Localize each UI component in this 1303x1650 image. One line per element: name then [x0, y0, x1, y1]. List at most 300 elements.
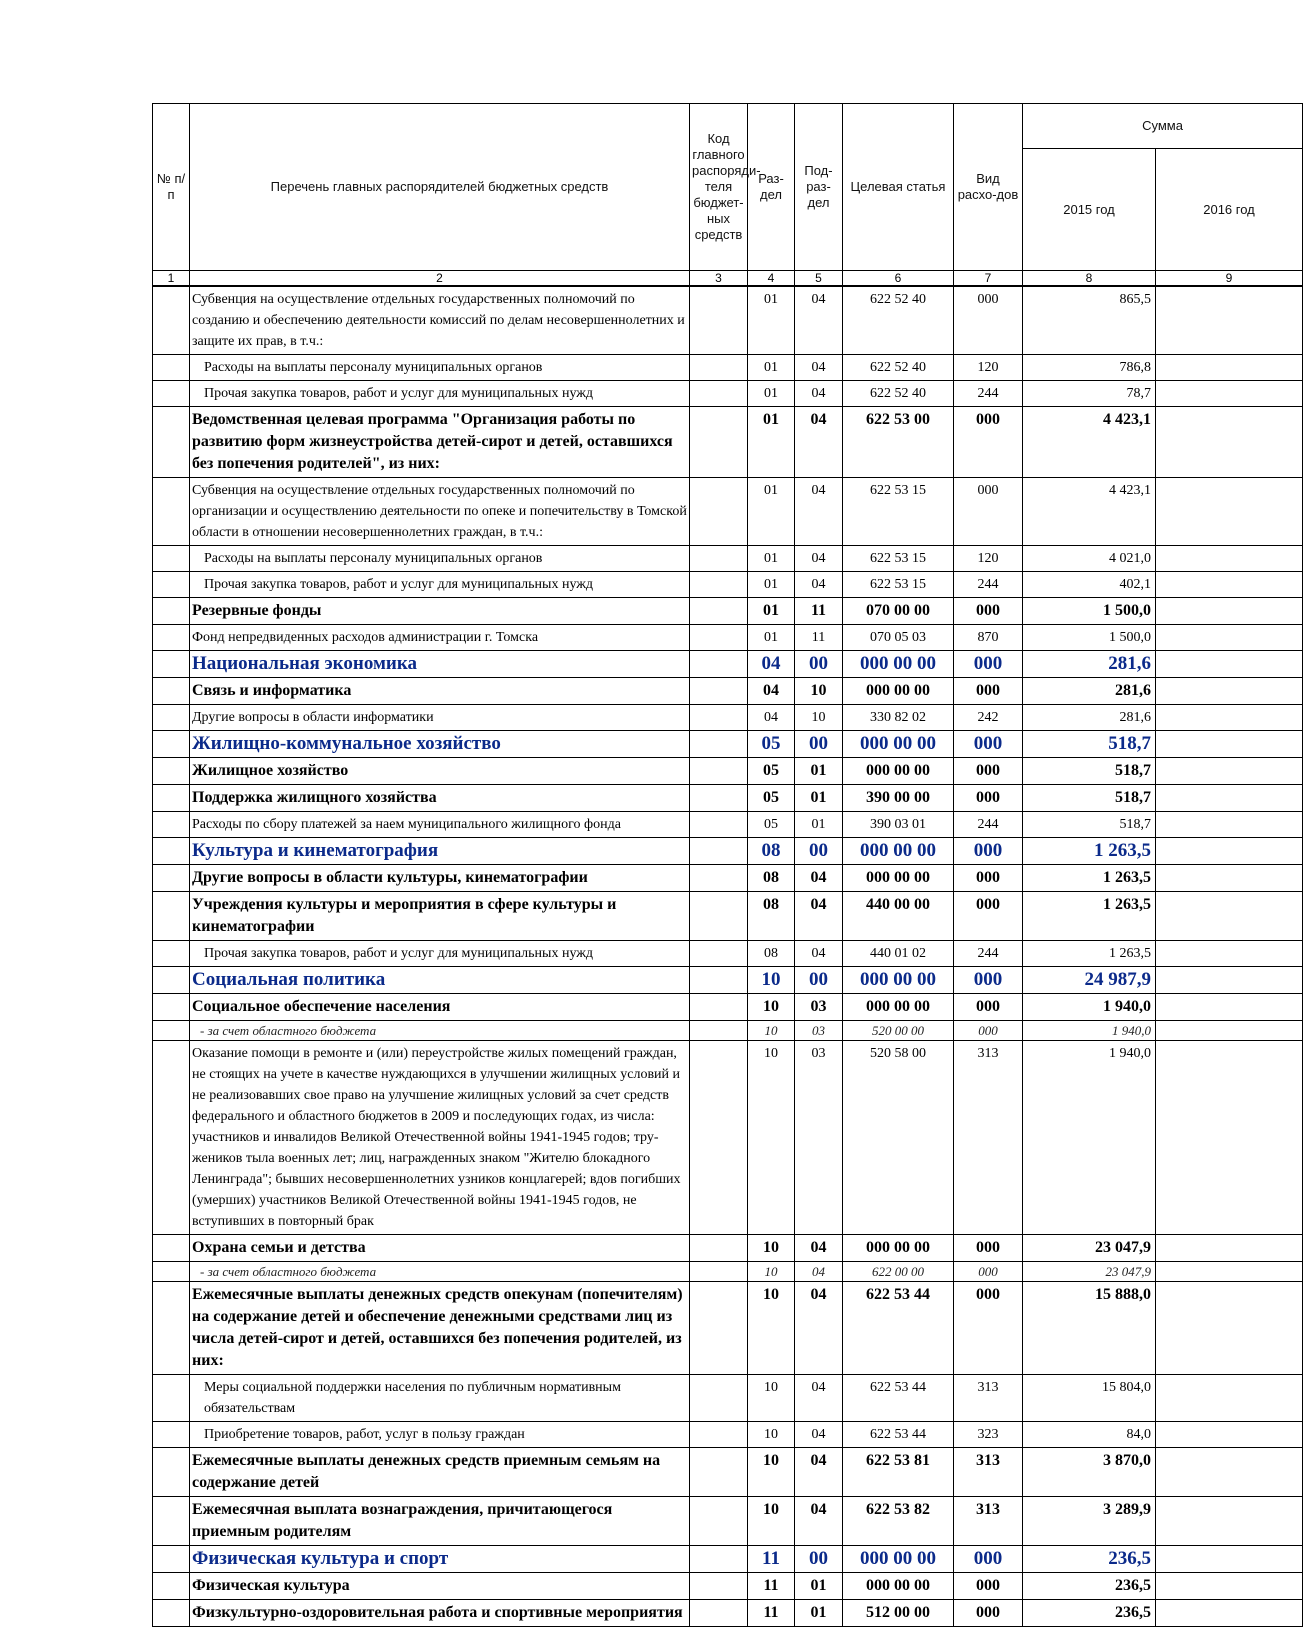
row-code-cell [690, 731, 748, 758]
row-sum-2016 [1156, 941, 1303, 967]
row-number-cell [153, 546, 190, 572]
row-sum-2016 [1156, 407, 1303, 478]
row-code-cell [690, 381, 748, 407]
row-number-cell [153, 678, 190, 705]
row-podrazdel: 04 [795, 1422, 843, 1448]
row-podrazdel: 11 [795, 625, 843, 651]
row-sum-2016 [1156, 1041, 1303, 1235]
header-vid: Вид расхо-дов [954, 104, 1023, 271]
row-number-cell [153, 1021, 190, 1041]
row-sum-2016 [1156, 678, 1303, 705]
table-row [153, 785, 1303, 812]
row-celevaya: 622 52 40 [843, 381, 954, 407]
row-number-cell [153, 1375, 190, 1422]
row-vid: 000 [954, 865, 1023, 892]
row-sum-2015: 1 500,0 [1023, 598, 1156, 625]
row-razdel: 05 [748, 758, 795, 785]
row-sum-2016 [1156, 758, 1303, 785]
row-podrazdel: 00 [795, 838, 843, 865]
row-name: Жилищно-коммунальное хозяйство [190, 731, 690, 758]
row-code-cell [690, 651, 748, 678]
table-row [153, 546, 1303, 572]
row-celevaya: 622 52 40 [843, 355, 954, 381]
row-code-cell [690, 1546, 748, 1573]
row-sum-2015: 84,0 [1023, 1422, 1156, 1448]
row-podrazdel: 11 [795, 598, 843, 625]
row-celevaya: 000 00 00 [843, 678, 954, 705]
row-celevaya: 000 00 00 [843, 651, 954, 678]
row-code-cell [690, 1375, 748, 1422]
row-sum-2016 [1156, 572, 1303, 598]
row-sum-2015: 281,6 [1023, 705, 1156, 731]
row-razdel: 01 [748, 286, 795, 355]
row-celevaya: 390 00 00 [843, 785, 954, 812]
column-number: 4 [748, 271, 795, 287]
column-number: 9 [1156, 271, 1303, 287]
row-razdel: 08 [748, 838, 795, 865]
row-name: Поддержка жилищного хозяйства [190, 785, 690, 812]
row-sum-2015: 236,5 [1023, 1600, 1156, 1627]
row-razdel: 10 [748, 1262, 795, 1282]
row-sum-2016 [1156, 1497, 1303, 1546]
header-summa: Сумма [1023, 104, 1303, 149]
row-name: Приобретение товаров, работ, услуг в пользу граждан [190, 1422, 690, 1448]
row-number-cell [153, 572, 190, 598]
row-vid: 000 [954, 598, 1023, 625]
row-celevaya: 512 00 00 [843, 1600, 954, 1627]
row-podrazdel: 01 [795, 1573, 843, 1600]
row-razdel: 10 [748, 994, 795, 1021]
row-name: - за счет областного бюджета [190, 1262, 690, 1282]
row-celevaya: 440 01 02 [843, 941, 954, 967]
row-vid: 000 [954, 1573, 1023, 1600]
row-podrazdel: 01 [795, 1600, 843, 1627]
table-row [153, 758, 1303, 785]
row-vid: 244 [954, 812, 1023, 838]
row-number-cell [153, 758, 190, 785]
row-number-cell [153, 812, 190, 838]
row-sum-2015: 4 423,1 [1023, 407, 1156, 478]
row-razdel: 01 [748, 355, 795, 381]
row-vid: 000 [954, 651, 1023, 678]
row-number-cell [153, 941, 190, 967]
row-razdel: 04 [748, 651, 795, 678]
row-razdel: 05 [748, 812, 795, 838]
table-row [153, 1448, 1303, 1497]
table-row [153, 1375, 1303, 1422]
table-row [153, 865, 1303, 892]
row-number-cell [153, 731, 190, 758]
column-number: 7 [954, 271, 1023, 287]
row-sum-2015: 23 047,9 [1023, 1262, 1156, 1282]
row-sum-2015: 236,5 [1023, 1546, 1156, 1573]
row-razdel: 01 [748, 598, 795, 625]
table-row [153, 598, 1303, 625]
row-vid: 000 [954, 478, 1023, 546]
row-celevaya: 070 00 00 [843, 598, 954, 625]
row-vid: 000 [954, 892, 1023, 941]
column-number: 6 [843, 271, 954, 287]
header-name: Перечень главных распорядителей бюджетных средств [190, 104, 690, 271]
row-razdel: 10 [748, 1497, 795, 1546]
budget-table-page [152, 103, 1275, 1650]
row-name: Оказание помощи в ремонте и (или) переустройстве жилых помещений граждан, не стоящих на учете в качестве нуждающихся в улучшении жилищных условий и не реализовавших свое право на улучшение жилищных условий за счет средств федерального и областного бюджетов в 2009 и последующих годах, из числа: участников и инвалидов Великой Отечественной войны 1941-1945 годов; тру-жеников тыла военных лет; лиц, награжденных знаком "Жителю блокадного Ленинграда"; бывших несовершеннолетних узников концлагерей; вдов погибших (умерших) участников Великой Отечественной войны 1941-1945 годов, не вступивших в повторный брак [190, 1041, 690, 1235]
row-code-cell [690, 1021, 748, 1041]
row-name: Другие вопросы в области информатики [190, 705, 690, 731]
row-vid: 000 [954, 731, 1023, 758]
row-number-cell [153, 1600, 190, 1627]
row-podrazdel: 10 [795, 678, 843, 705]
table-row [153, 1422, 1303, 1448]
row-number-cell [153, 1546, 190, 1573]
row-name: Учреждения культуры и мероприятия в сфере культуры и кинематографии [190, 892, 690, 941]
row-sum-2016 [1156, 286, 1303, 355]
row-celevaya: 622 52 40 [843, 286, 954, 355]
row-number-cell [153, 1497, 190, 1546]
table-row [153, 731, 1303, 758]
row-sum-2015: 281,6 [1023, 678, 1156, 705]
row-sum-2015: 518,7 [1023, 785, 1156, 812]
table-row [153, 892, 1303, 941]
row-podrazdel: 00 [795, 967, 843, 994]
row-celevaya: 622 53 81 [843, 1448, 954, 1497]
row-celevaya: 622 53 15 [843, 546, 954, 572]
row-podrazdel: 04 [795, 1448, 843, 1497]
row-podrazdel: 04 [795, 546, 843, 572]
column-number: 5 [795, 271, 843, 287]
row-sum-2016 [1156, 1422, 1303, 1448]
table-row [153, 1235, 1303, 1262]
row-name: Культура и кинематография [190, 838, 690, 865]
row-celevaya: 000 00 00 [843, 1546, 954, 1573]
row-number-cell [153, 478, 190, 546]
row-name: Прочая закупка товаров, работ и услуг для муниципальных нужд [190, 941, 690, 967]
row-name: Прочая закупка товаров, работ и услуг для муниципальных нужд [190, 381, 690, 407]
row-name: Другие вопросы в области культуры, кинематографии [190, 865, 690, 892]
row-sum-2015: 281,6 [1023, 651, 1156, 678]
row-code-cell [690, 1282, 748, 1375]
row-razdel: 10 [748, 967, 795, 994]
row-sum-2016 [1156, 478, 1303, 546]
row-vid: 000 [954, 1600, 1023, 1627]
row-sum-2016 [1156, 785, 1303, 812]
row-code-cell [690, 967, 748, 994]
row-sum-2016 [1156, 731, 1303, 758]
row-razdel: 10 [748, 1375, 795, 1422]
row-sum-2016 [1156, 838, 1303, 865]
column-number: 1 [153, 271, 190, 287]
budget-table [152, 103, 1303, 1627]
row-number-cell [153, 355, 190, 381]
row-vid: 000 [954, 1021, 1023, 1041]
row-sum-2016 [1156, 1282, 1303, 1375]
row-celevaya: 622 53 44 [843, 1375, 954, 1422]
row-celevaya: 520 58 00 [843, 1041, 954, 1235]
row-number-cell [153, 1235, 190, 1262]
row-sum-2015: 1 500,0 [1023, 625, 1156, 651]
table-row [153, 1573, 1303, 1600]
row-name: Физическая культура [190, 1573, 690, 1600]
row-sum-2015: 518,7 [1023, 731, 1156, 758]
row-podrazdel: 04 [795, 286, 843, 355]
row-vid: 313 [954, 1497, 1023, 1546]
row-vid: 000 [954, 967, 1023, 994]
row-sum-2015: 1 263,5 [1023, 892, 1156, 941]
row-sum-2015: 3 870,0 [1023, 1448, 1156, 1497]
row-podrazdel: 04 [795, 865, 843, 892]
row-name: Физкультурно-оздоровительная работа и спортивные мероприятия [190, 1600, 690, 1627]
row-razdel: 04 [748, 678, 795, 705]
row-sum-2015: 24 987,9 [1023, 967, 1156, 994]
row-sum-2015: 1 263,5 [1023, 838, 1156, 865]
row-celevaya: 070 05 03 [843, 625, 954, 651]
row-sum-2016 [1156, 1448, 1303, 1497]
row-podrazdel: 10 [795, 705, 843, 731]
row-sum-2015: 1 263,5 [1023, 941, 1156, 967]
row-sum-2016 [1156, 1262, 1303, 1282]
row-number-cell [153, 1422, 190, 1448]
row-sum-2016 [1156, 812, 1303, 838]
row-sum-2016 [1156, 625, 1303, 651]
table-row [153, 705, 1303, 731]
row-sum-2016 [1156, 546, 1303, 572]
row-name: Субвенция на осуществление отдельных государственных полномочий по созданию и обеспечению деятельности комиссий по делам несовершеннолетних и защите их прав, в т.ч.: [190, 286, 690, 355]
row-sum-2015: 786,8 [1023, 355, 1156, 381]
row-number-cell [153, 1448, 190, 1497]
row-celevaya: 440 00 00 [843, 892, 954, 941]
row-code-cell [690, 705, 748, 731]
row-sum-2016 [1156, 865, 1303, 892]
row-podrazdel: 04 [795, 1262, 843, 1282]
row-name: Ежемесячные выплаты денежных средств приемным семьям на содержание детей [190, 1448, 690, 1497]
row-podrazdel: 04 [795, 407, 843, 478]
row-podrazdel: 03 [795, 1021, 843, 1041]
row-razdel: 05 [748, 785, 795, 812]
row-code-cell [690, 838, 748, 865]
row-celevaya: 622 53 82 [843, 1497, 954, 1546]
row-sum-2016 [1156, 598, 1303, 625]
header-num: № п/п [153, 104, 190, 271]
row-name: Прочая закупка товаров, работ и услуг для муниципальных нужд [190, 572, 690, 598]
header-celevaya: Целевая статья [843, 104, 954, 271]
row-number-cell [153, 892, 190, 941]
row-sum-2016 [1156, 967, 1303, 994]
table-row [153, 572, 1303, 598]
row-sum-2016 [1156, 892, 1303, 941]
row-name: Социальная политика [190, 967, 690, 994]
row-number-cell [153, 838, 190, 865]
table-row [153, 1262, 1303, 1282]
row-razdel: 01 [748, 625, 795, 651]
row-code-cell [690, 407, 748, 478]
row-razdel: 08 [748, 865, 795, 892]
row-vid: 000 [954, 838, 1023, 865]
row-razdel: 11 [748, 1600, 795, 1627]
row-razdel: 10 [748, 1282, 795, 1375]
row-podrazdel: 04 [795, 572, 843, 598]
row-vid: 000 [954, 785, 1023, 812]
row-sum-2015: 23 047,9 [1023, 1235, 1156, 1262]
header-code: Код главного распоряди-теля бюджет-ных средств [690, 104, 748, 271]
row-number-cell [153, 598, 190, 625]
row-code-cell [690, 572, 748, 598]
row-name: Расходы по сбору платежей за наем муниципального жилищного фонда [190, 812, 690, 838]
table-row [153, 651, 1303, 678]
row-razdel: 01 [748, 381, 795, 407]
row-name: Меры социальной поддержки населения по публичным нормативным обязательствам [190, 1375, 690, 1422]
row-sum-2015: 15 804,0 [1023, 1375, 1156, 1422]
header-year-2015: 2015 год [1023, 149, 1156, 271]
table-row [153, 967, 1303, 994]
row-celevaya: 000 00 00 [843, 1235, 954, 1262]
row-vid: 120 [954, 355, 1023, 381]
row-razdel: 01 [748, 478, 795, 546]
row-code-cell [690, 941, 748, 967]
row-razdel: 04 [748, 705, 795, 731]
row-name: Расходы на выплаты персоналу муниципальных органов [190, 546, 690, 572]
row-razdel: 11 [748, 1546, 795, 1573]
row-podrazdel: 01 [795, 812, 843, 838]
column-number: 3 [690, 271, 748, 287]
row-code-cell [690, 892, 748, 941]
row-podrazdel: 03 [795, 1041, 843, 1235]
row-celevaya: 622 53 15 [843, 478, 954, 546]
row-celevaya: 622 53 15 [843, 572, 954, 598]
row-code-cell [690, 678, 748, 705]
row-number-cell [153, 381, 190, 407]
row-number-cell [153, 1262, 190, 1282]
row-sum-2015: 1 940,0 [1023, 994, 1156, 1021]
row-name: Резервные фонды [190, 598, 690, 625]
row-podrazdel: 04 [795, 355, 843, 381]
row-vid: 313 [954, 1375, 1023, 1422]
row-name: Фонд непредвиденных расходов администрации г. Томска [190, 625, 690, 651]
row-code-cell [690, 865, 748, 892]
row-celevaya: 000 00 00 [843, 838, 954, 865]
row-celevaya: 390 03 01 [843, 812, 954, 838]
row-podrazdel: 00 [795, 651, 843, 678]
row-podrazdel: 04 [795, 1235, 843, 1262]
row-podrazdel: 04 [795, 1282, 843, 1375]
row-razdel: 10 [748, 1422, 795, 1448]
header-razdel: Раз-дел [748, 104, 795, 271]
row-code-cell [690, 286, 748, 355]
row-celevaya: 000 00 00 [843, 731, 954, 758]
row-number-cell [153, 625, 190, 651]
row-sum-2015: 865,5 [1023, 286, 1156, 355]
row-name: Субвенция на осуществление отдельных государственных полномочий по организации и осуществлению деятельности по опеке и попечительству в Томской области в отношении несовершеннолетних граждан, в т.ч.: [190, 478, 690, 546]
row-code-cell [690, 785, 748, 812]
row-podrazdel: 03 [795, 994, 843, 1021]
row-celevaya: 000 00 00 [843, 994, 954, 1021]
row-name: Жилищное хозяйство [190, 758, 690, 785]
row-code-cell [690, 1600, 748, 1627]
table-row [153, 941, 1303, 967]
row-celevaya: 622 00 00 [843, 1262, 954, 1282]
row-razdel: 10 [748, 1448, 795, 1497]
row-podrazdel: 00 [795, 1546, 843, 1573]
table-row [153, 838, 1303, 865]
row-sum-2016 [1156, 355, 1303, 381]
row-vid: 242 [954, 705, 1023, 731]
row-sum-2016 [1156, 994, 1303, 1021]
row-razdel: 11 [748, 1573, 795, 1600]
row-podrazdel: 04 [795, 892, 843, 941]
row-name: Ежемесячная выплата вознаграждения, причитающегося приемным родителям [190, 1497, 690, 1546]
row-podrazdel: 01 [795, 758, 843, 785]
row-name: Ведомственная целевая программа "Организация работы по развитию форм жизнеустройства детей-сирот и детей, оставшихся без попечения родителей", из них: [190, 407, 690, 478]
row-sum-2016 [1156, 1375, 1303, 1422]
row-vid: 000 [954, 1235, 1023, 1262]
table-row [153, 1600, 1303, 1627]
row-sum-2015: 4 021,0 [1023, 546, 1156, 572]
row-code-cell [690, 812, 748, 838]
row-sum-2016 [1156, 1573, 1303, 1600]
row-celevaya: 000 00 00 [843, 1573, 954, 1600]
row-podrazdel: 00 [795, 731, 843, 758]
row-number-cell [153, 994, 190, 1021]
table-row [153, 1546, 1303, 1573]
row-razdel: 08 [748, 892, 795, 941]
table-row [153, 678, 1303, 705]
row-razdel: 01 [748, 546, 795, 572]
row-celevaya: 622 53 44 [843, 1422, 954, 1448]
row-code-cell [690, 1262, 748, 1282]
row-code-cell [690, 625, 748, 651]
row-celevaya: 622 53 00 [843, 407, 954, 478]
row-code-cell [690, 1041, 748, 1235]
row-name: Охрана семьи и детства [190, 1235, 690, 1262]
row-code-cell [690, 1497, 748, 1546]
row-code-cell [690, 598, 748, 625]
row-podrazdel: 04 [795, 1375, 843, 1422]
row-number-cell [153, 1573, 190, 1600]
row-sum-2016 [1156, 1235, 1303, 1262]
row-podrazdel: 04 [795, 941, 843, 967]
row-celevaya: 000 00 00 [843, 967, 954, 994]
row-name: Ежемесячные выплаты денежных средств опекунам (попечителям) на содержание детей и обеспечение денежными средствами лиц из числа детей-сирот и детей, оставшихся без попечения родителей, из них: [190, 1282, 690, 1375]
row-name: Национальная экономика [190, 651, 690, 678]
row-number-cell [153, 286, 190, 355]
row-podrazdel: 04 [795, 1497, 843, 1546]
row-razdel: 10 [748, 1235, 795, 1262]
row-sum-2016 [1156, 1021, 1303, 1041]
table-row [153, 478, 1303, 546]
row-celevaya: 622 53 44 [843, 1282, 954, 1375]
row-name: Социальное обеспечение населения [190, 994, 690, 1021]
row-sum-2016 [1156, 705, 1303, 731]
row-sum-2015: 78,7 [1023, 381, 1156, 407]
column-number: 2 [190, 271, 690, 287]
row-celevaya: 000 00 00 [843, 865, 954, 892]
row-razdel: 10 [748, 1041, 795, 1235]
row-sum-2015: 518,7 [1023, 812, 1156, 838]
row-celevaya: 330 82 02 [843, 705, 954, 731]
row-razdel: 01 [748, 572, 795, 598]
row-sum-2015: 15 888,0 [1023, 1282, 1156, 1375]
row-celevaya: 000 00 00 [843, 758, 954, 785]
row-podrazdel: 04 [795, 381, 843, 407]
row-vid: 000 [954, 678, 1023, 705]
row-number-cell [153, 651, 190, 678]
table-row [153, 1282, 1303, 1375]
row-code-cell [690, 546, 748, 572]
row-name: Связь и информатика [190, 678, 690, 705]
row-sum-2015: 1 940,0 [1023, 1041, 1156, 1235]
table-row [153, 381, 1303, 407]
table-row [153, 1041, 1303, 1235]
row-sum-2016 [1156, 381, 1303, 407]
